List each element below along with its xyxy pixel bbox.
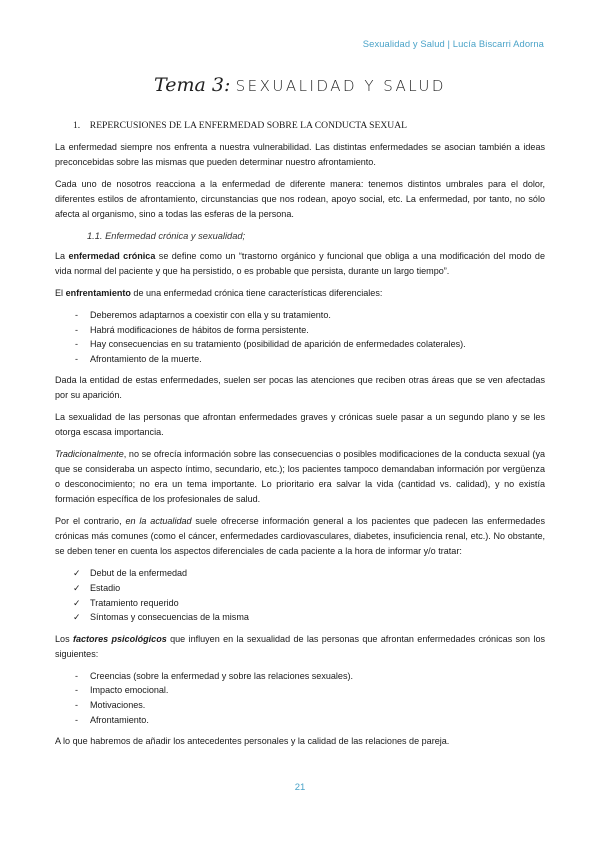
paragraph-3 xyxy=(55,249,545,279)
list-item xyxy=(55,683,545,698)
dash-marker: - xyxy=(75,310,79,320)
p7-post: , no se ofrecía información sobre las consecuencias o posibles modificaciones de la conducta sexual (ya que se consideraba un aspecto íntimo, secundario, etc.); los pacientes tampoco demandaban información por vergüenza o desconocimiento; no era un tema importante. Lo prioritario era salvar la vida (cantidad vs. calidad), y no existía formación específica de los profesionales de salud. xyxy=(55,449,545,505)
term-coping: enfrentamiento xyxy=(65,288,131,298)
term-chronic-disease: enfermedad crónica xyxy=(68,251,156,261)
paragraph-4 xyxy=(55,286,545,301)
list-item xyxy=(55,610,545,625)
term-traditionally: Tradicionalmente xyxy=(55,449,124,460)
p8-post: suele ofrecerse información general a los pacientes que padecen las enfermedades crónicas más comunes (como el cáncer, enfermedades cardiovasculares, diabetes, insuficiencia renal, etc.). No obstante, se deben tener en cuenta los aspectos diferenciales de cada paciente a la hora de informar y/o tratar: xyxy=(55,516,545,557)
list-item-text: Hay consecuencias en su tratamiento (posibilidad de aparición de enfermedades colaterales). xyxy=(90,339,466,350)
p4-pre: El xyxy=(55,288,66,298)
characteristics-list xyxy=(55,308,545,366)
p8-pre: Por el contrario, xyxy=(55,516,126,527)
paragraph-8 xyxy=(55,514,545,559)
paragraph-9 xyxy=(55,632,545,662)
paragraph-2: Cada uno de nosotros reacciona a la enfermedad de diferente manera: tenemos distintos umbrales para el dolor, diferentes estilos de afrontamiento, circunstancias que nos rodean, apoyo social, etc. La enfermedad, por tanto, no sólo afecta al organismo, sino a todas las esferas de la persona. xyxy=(55,179,545,219)
checkmark-icon: ✓ xyxy=(73,568,81,579)
list-item-text: Estadio xyxy=(90,582,121,593)
paragraph-7 xyxy=(55,447,545,507)
section-title: REPERCUSIONES DE LA ENFERMEDAD SOBRE LA CONDUCTA SEXUAL xyxy=(89,120,407,131)
subsection-heading: 1.1. Enfermedad crónica y sexualidad; xyxy=(87,231,246,241)
list-item xyxy=(55,669,545,684)
section-number: 1. xyxy=(73,120,81,131)
body-content xyxy=(55,118,545,756)
paragraph-10: A lo que habremos de añadir los antecedentes personales y la calidad de las relaciones de pareja. xyxy=(55,736,450,747)
chapter-title-number: Tema 3: xyxy=(154,74,231,96)
running-header: Sexualidad y Salud | Lucía Biscarri Adorna xyxy=(362,38,544,49)
dash-marker: - xyxy=(75,353,79,364)
paragraph-5: Dada la entidad de estas enfermedades, suelen ser pocas las atenciones que reciben otras áreas que se ven afectadas por su aparición. xyxy=(55,375,545,401)
page-number: 21 xyxy=(294,782,306,793)
list-item xyxy=(55,581,545,596)
list-item-text: Debut de la enfermedad xyxy=(90,568,188,579)
chapter-title-text: SEXUALIDAD Y SALUD xyxy=(235,77,446,95)
dash-marker: - xyxy=(75,670,79,681)
list-item-text: Tratamiento requerido xyxy=(90,597,179,608)
checkmark-icon: ✓ xyxy=(73,582,81,593)
list-item xyxy=(55,323,545,338)
p9-pre: Los xyxy=(55,633,73,644)
patient-aspects-list xyxy=(55,566,545,624)
p4-post: de una enfermedad crónica tiene características diferenciales: xyxy=(130,288,383,298)
term-currently: en la actualidad xyxy=(125,516,192,527)
list-item-text: Deberemos adaptarnos a coexistir con ella y su tratamiento. xyxy=(90,310,331,320)
list-item xyxy=(55,337,545,352)
list-item xyxy=(55,698,545,713)
list-item-text: Síntomas y consecuencias de la misma xyxy=(90,612,249,623)
list-item-text: Habrá modificaciones de hábitos de forma persistente. xyxy=(90,324,309,335)
dash-marker: - xyxy=(75,324,79,335)
list-item xyxy=(55,308,545,323)
checkmark-icon: ✓ xyxy=(73,597,81,608)
paragraph-6: La sexualidad de las personas que afrontan enfermedades graves y crónicas suele pasar a un segundo plano y se les otorga escasa importancia. xyxy=(55,412,545,438)
chapter-title xyxy=(0,74,600,97)
paragraph-1: La enfermedad siempre nos enfrenta a nuestra vulnerabilidad. Las distintas enfermedades se asocian también a ideas preconcebidas sobre las mismas que pueden determinar nuestro afrontamiento. xyxy=(55,142,545,167)
checkmark-icon: ✓ xyxy=(73,612,81,623)
list-item xyxy=(55,596,545,611)
p9-post: que influyen en la sexualidad de las personas que afrontan enfermedades crónicas son los siguientes: xyxy=(55,633,545,659)
p3-post: se define como un “trastorno orgánico y funcional que obliga a una modificación del modo de vida normal del paciente y que ha persistido, o es probable que persista, durante un largo tiempo”. xyxy=(55,251,545,276)
list-item xyxy=(55,352,545,367)
list-item-text: Afrontamiento de la muerte. xyxy=(90,353,202,364)
list-item-text: Creencias (sobre la enfermedad y sobre las relaciones sexuales). xyxy=(90,670,353,681)
section-heading xyxy=(73,118,545,133)
dash-marker: - xyxy=(75,714,79,725)
list-item xyxy=(55,566,545,581)
p3-pre: La xyxy=(55,251,69,261)
psychological-factors-list xyxy=(55,669,545,727)
dash-marker: - xyxy=(75,339,79,350)
list-item xyxy=(55,713,545,728)
list-item-text: Afrontamiento. xyxy=(90,714,149,725)
term-psychological-factors: factores psicológicos xyxy=(72,633,167,644)
list-item-text: Impacto emocional. xyxy=(90,685,169,696)
dash-marker: - xyxy=(75,699,79,710)
dash-marker: - xyxy=(75,685,79,696)
list-item-text: Motivaciones. xyxy=(90,699,146,710)
